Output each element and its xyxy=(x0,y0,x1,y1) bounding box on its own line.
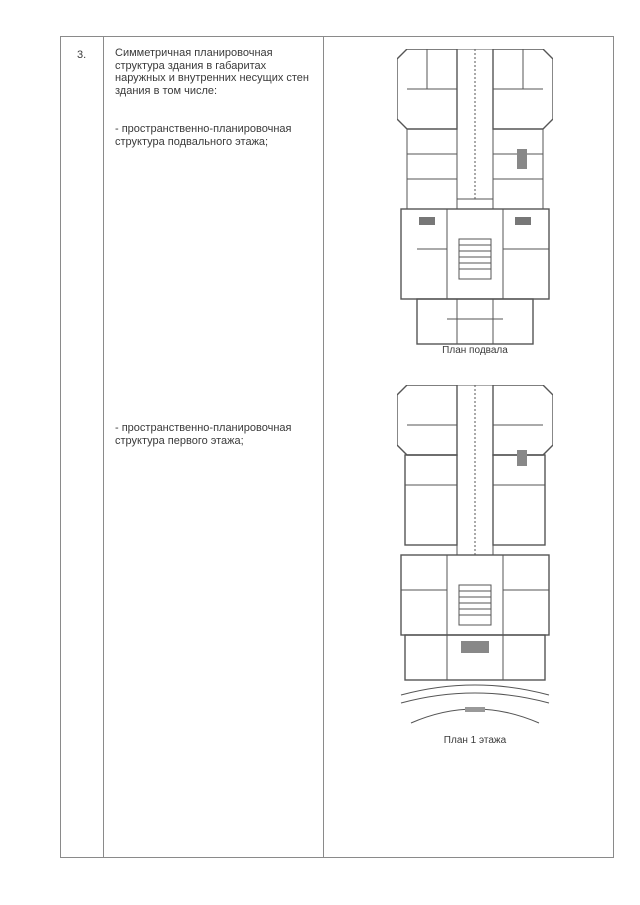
first-floor-plan xyxy=(397,385,553,735)
first-floor-plan-caption: План 1 этажа xyxy=(443,735,507,746)
row-title: Симметричная планировочная структура здания в габаритах наружных и внутренних несущих стен здания в том числе: xyxy=(115,47,309,97)
row-number: 3. xyxy=(77,49,87,61)
basement-plan-caption: План подвала xyxy=(442,345,508,356)
column-divider xyxy=(103,37,104,857)
column-divider xyxy=(323,37,324,857)
first-floor-structure-text: - пространственно-планировочная структура первого этажа; xyxy=(115,422,292,447)
document-table xyxy=(60,36,614,858)
basement-floor-plan xyxy=(397,49,553,349)
basement-structure-text: - пространственно-планировочная структура подвального этажа; xyxy=(115,123,292,148)
